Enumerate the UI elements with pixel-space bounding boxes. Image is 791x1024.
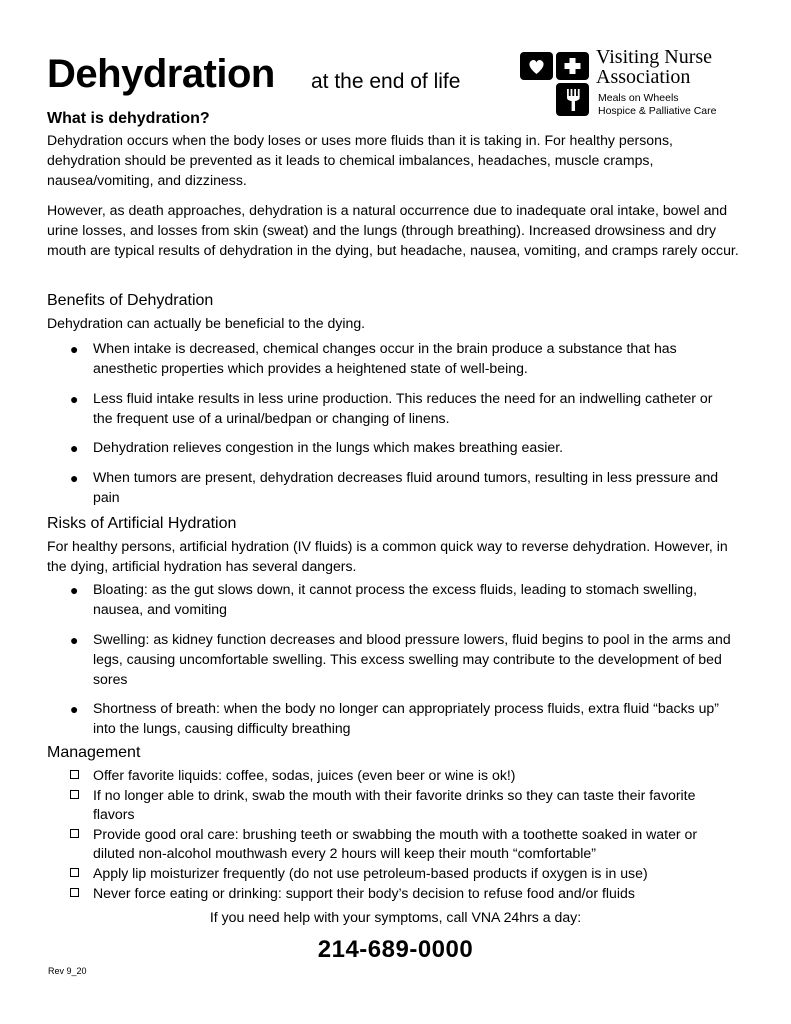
vna-logo: [520, 45, 760, 120]
organization-name: [596, 47, 712, 87]
management-list: [0, 766, 791, 904]
org-name-line1: Visiting Nurse: [596, 46, 713, 68]
checkbox-icon: [70, 888, 79, 897]
what-is-heading: What is dehydration?: [47, 110, 210, 127]
risks-list: [0, 579, 791, 748]
benefits-intro: Dehydration can actually be beneficial to the dying.: [47, 315, 366, 331]
page-subtitle: at the end of life: [311, 70, 461, 93]
org-name-line2: Association: [596, 66, 691, 88]
list-item: Never force eating or drinking: support their body’s decision to refuse food and/or fluids: [0, 884, 738, 903]
list-item: Offer favorite liquids: coffee, sodas, juices (even beer or wine is ok!): [0, 766, 738, 785]
bullet-icon: ●: [70, 341, 79, 357]
list-item: Provide good oral care: brushing teeth or swabbing the mouth with a toothette soaked in water or diluted non-alcohol mouthwash every 2 hours will keep their mouth “comfortable”: [0, 825, 738, 863]
program-line2: Hospice & Palliative Care: [598, 105, 717, 117]
bullet-icon: ●: [70, 631, 79, 648]
program-line1: Meals on Wheels: [598, 92, 679, 104]
risks-heading: Risks of Artificial Hydration: [47, 515, 237, 532]
revision-label: Rev 9_20: [48, 966, 87, 976]
help-callout: If you need help with your symptoms, call VNA 24hrs a day:: [209, 909, 582, 925]
checkbox-icon: [70, 770, 79, 779]
benefits-list: [0, 338, 791, 516]
list-item: ● Bloating: as the gut slows down, it cannot process the excess fluids, leading to stomach swelling, nausea, and vomiting: [70, 581, 698, 617]
bullet-icon: ●: [70, 469, 79, 486]
phone-number: 214-689-0000: [317, 936, 474, 963]
list-item: ● Shortness of breath: when the body no longer can appropriately process fluids, extra fluid “backs up” into the lungs, causing difficulty breathing: [70, 700, 719, 736]
benefits-heading: Benefits of Dehydration: [47, 292, 214, 309]
logo-mark: [520, 45, 590, 117]
bullet-icon: ●: [70, 582, 79, 598]
list-item: ● Less fluid intake results in less urine production. This reduces the need for an indwelling catheter or the frequent use of a urinal/bedpan or changing of linens.: [70, 389, 713, 426]
list-item: ● When intake is decreased, chemical changes occur in the brain produce a substance that has anesthetic properties which provides a heightened state of well-being.: [70, 340, 677, 376]
list-item: ● Swelling: as kidney function decreases and blood pressure lowers, fluid begins to pool in the arms and legs, causing uncomfortable swelling. This excess swelling may contribute to the development of bed sores: [70, 630, 731, 687]
list-item: Apply lip moisturizer frequently (do not use petroleum-based products if oxygen is in use): [0, 864, 738, 883]
risks-intro: For healthy persons, artificial hydration (IV fluids) is a common quick way to reverse dehydration. However, in the dying, artificial hydration has several dangers.: [47, 538, 728, 574]
list-item: ● Dehydration relieves congestion in the lungs which makes breathing easier.: [70, 439, 564, 456]
program-names: [598, 92, 716, 118]
what-paragraph-2: However, as death approaches, dehydration is a natural occurrence due to inadequate oral intake, bowel and urine losses, and losses from skin (sweat) and the lungs (through breathing). Increased drowsiness and dry mouth are typical results of dehydration in the dying, but headache, nausea, vomiting, and cramps rarely occur.: [47, 202, 739, 258]
management-heading: Management: [47, 744, 141, 761]
list-item: ● When tumors are present, dehydration decreases fluid around tumors, resulting in less pressure and pain: [70, 468, 719, 505]
checkbox-icon: [70, 790, 79, 799]
what-paragraph-1: Dehydration occurs when the body loses or uses more fluids than it is taking in. For healthy persons, dehydration should be prevented as it leads to chemical imbalances, headaches, muscle cramps, nausea/vomiting, and dizziness.: [47, 132, 673, 188]
list-item: If no longer able to drink, swab the mouth with their favorite drinks so they can taste their favorite flavors: [0, 786, 738, 824]
checkbox-icon: [70, 829, 79, 838]
page-title: Dehydration: [47, 52, 275, 96]
bullet-icon: ●: [70, 440, 79, 456]
bullet-icon: ●: [70, 701, 79, 717]
bullet-icon: ●: [70, 390, 79, 407]
checkbox-icon: [70, 868, 79, 877]
